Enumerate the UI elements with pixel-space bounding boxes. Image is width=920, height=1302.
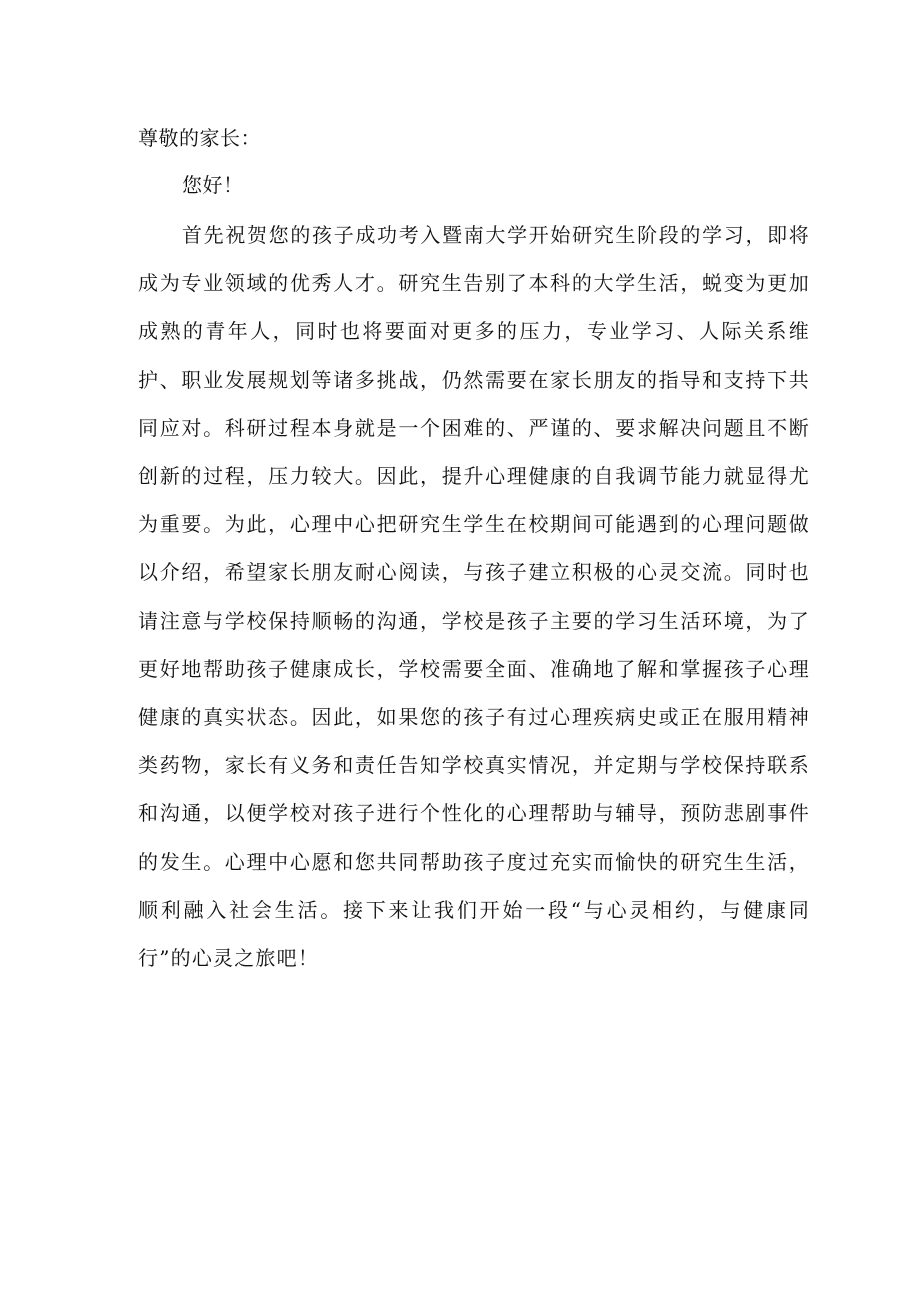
letter-body-paragraph: 首先祝贺您的孩子成功考入暨南大学开始研究生阶段的学习，即将成为专业领域的优秀人才。研究生告别了本科的大学生活，蜕变为更加成熟的青年人，同时也将要面对更多的压力，专业学习、人际关系维护、职业发展规划等诸多挑战，仍然需要在家长朋友的指导和支持下共同应对。科研过程本身就是一个困难的、严谨的、要求解决问题且不断创新的过程，压力较大。因此，提升心理健康的自我调节能力就显得尤为重要。为此，心理中心把研究生学生在校期间可能遇到的心理问题做以介绍，希望家长朋友耐心阅读，与孩子建立积极的心灵交流。同时也请注意与学校保持顺畅的沟通，学校是孩子主要的学习生活环境，为了更好地帮助孩子健康成长，学校需要全面、准确地了解和掌握孩子心理健康的真实状态。因此，如果您的孩子有过心理疾病史或正在服用精神类药物，家长有义务和责任告知学校真实情况，并定期与学校保持联系和沟通，以便学校对孩子进行个性化的心理帮助与辅导，预防悲剧事件的发生。心理中心愿和您共同帮助孩子度过充实而愉快的研究生生活，顺利融入社会生活。接下来让我们开始一段“与心灵相约，与健康同行”的心灵之旅吧！ xyxy=(138,223,810,971)
greeting: 您好！ xyxy=(182,173,244,197)
letter xyxy=(138,118,810,982)
salutation: 尊敬的家长： xyxy=(138,126,261,150)
